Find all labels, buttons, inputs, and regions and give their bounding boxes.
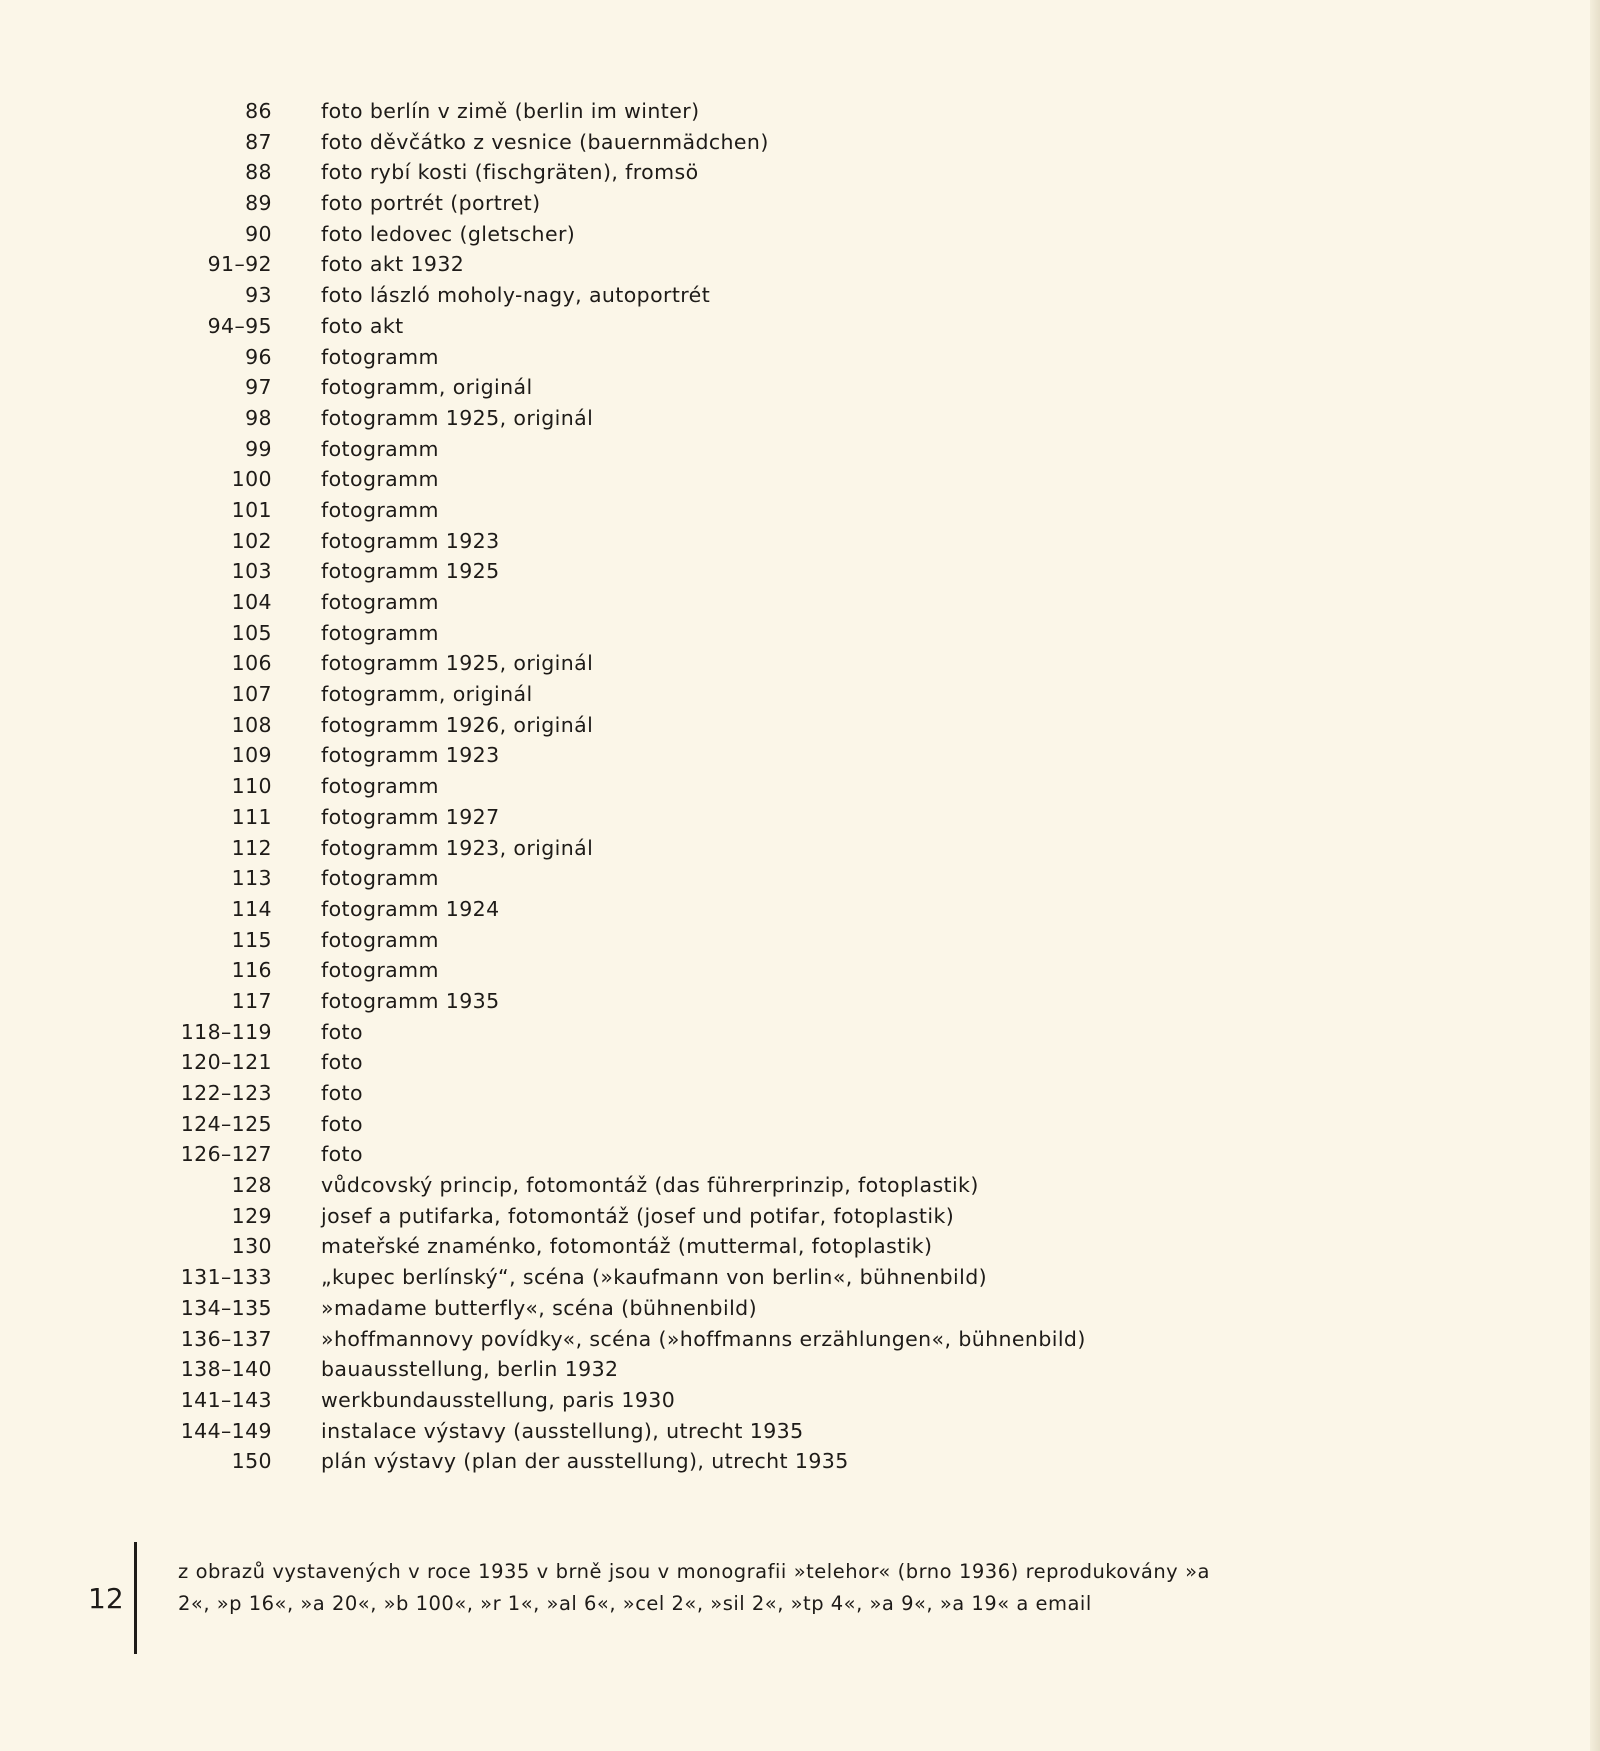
item-number: 88 (245, 160, 272, 185)
item-description: foto ledovec (gletscher) (321, 221, 576, 246)
item-number: 134–135 (180, 1295, 272, 1320)
list-item (120, 679, 1220, 710)
list-item (120, 1293, 1220, 1324)
item-number: 141–143 (180, 1387, 272, 1412)
item-number: 144–149 (180, 1418, 272, 1443)
item-description: foto (321, 1142, 363, 1167)
list-item (120, 1324, 1220, 1355)
page-edge (1590, 0, 1600, 1751)
item-number: 101 (231, 497, 272, 522)
item-number: 111 (231, 804, 272, 829)
item-description: fotogramm 1935 (321, 988, 500, 1013)
footnote: z obrazů vystavených v roce 1935 v brně jsou v monografii »telehor« (brno 1936) reprodukovány »a 2«, »p 16«, »a 20«, »b 100«, »r 1«, »al 6«, »cel 2«, »sil 2«, »tp 4«, »a 9«, »a 19« a email (178, 1560, 1210, 1615)
item-description: fotogramm (321, 620, 439, 645)
item-number: 150 (231, 1449, 272, 1474)
item-number: 108 (231, 712, 272, 737)
list-item (120, 1017, 1220, 1048)
list-item (120, 955, 1220, 986)
list-item (120, 526, 1220, 557)
list-item (120, 1416, 1220, 1447)
item-number: 99 (245, 436, 272, 461)
item-description: „kupec berlínský“, scéna (»kaufmann von berlin«, bühnenbild) (321, 1265, 988, 1290)
item-number: 100 (231, 467, 272, 492)
list-item (120, 96, 1220, 127)
item-description: »madame butterfly«, scéna (bühnenbild) (321, 1295, 757, 1320)
item-number: 136–137 (180, 1326, 272, 1351)
list-item (120, 1047, 1220, 1078)
item-number: 109 (231, 743, 272, 768)
list-item (120, 1170, 1220, 1201)
item-number: 124–125 (180, 1111, 272, 1136)
item-description: josef a putifarka, fotomontáž (josef und potifar, fotoplastik) (321, 1203, 955, 1228)
list-item (120, 1262, 1220, 1293)
item-number: 86 (245, 99, 272, 123)
item-description: foto akt 1932 (321, 252, 465, 277)
list-item (120, 219, 1220, 250)
list-item (120, 771, 1220, 802)
item-description: fotogramm (321, 866, 439, 891)
list-item (120, 802, 1220, 833)
item-number: 112 (231, 835, 272, 860)
item-description: fotogramm 1925, originál (321, 405, 594, 430)
item-number: 103 (231, 559, 272, 584)
item-description: fotogramm (321, 958, 439, 983)
item-number: 118–119 (180, 1019, 272, 1044)
item-description: foto (321, 1019, 363, 1044)
item-number: 102 (231, 528, 272, 553)
item-description: foto (321, 1081, 363, 1105)
item-description: foto rybí kosti (fischgräten), fromsö (321, 160, 699, 185)
item-number: 120–121 (180, 1050, 272, 1075)
list-item (120, 464, 1220, 495)
list-item (120, 925, 1220, 956)
list-item (120, 833, 1220, 864)
list-item (120, 618, 1220, 649)
item-description: plán výstavy (plan der ausstellung), utrecht 1935 (321, 1449, 849, 1474)
list-item (120, 1201, 1220, 1232)
list-item (120, 280, 1220, 311)
item-description: fotogramm 1925 (321, 559, 500, 584)
item-description: fotogramm (321, 927, 439, 952)
item-number: 138–140 (180, 1357, 272, 1382)
list-item (120, 188, 1220, 219)
item-description: foto akt (321, 313, 404, 338)
item-description: fotogramm, originál (321, 375, 533, 400)
item-description: fotogramm 1925, originál (321, 651, 594, 676)
list-item (120, 986, 1220, 1017)
item-number: 105 (231, 620, 272, 645)
item-description: fotogramm (321, 497, 439, 522)
item-number: 91–92 (207, 252, 272, 277)
item-description: foto berlín v zimě (berlin im winter) (321, 99, 700, 123)
list-item (120, 894, 1220, 925)
item-number: 129 (231, 1203, 272, 1228)
item-description: foto (321, 1050, 363, 1075)
item-description: fotogramm 1926, originál (321, 712, 594, 737)
item-number: 116 (231, 958, 272, 983)
item-number: 106 (231, 651, 272, 676)
item-description: fotogramm (321, 774, 439, 799)
item-number: 130 (231, 1234, 272, 1259)
catalog-list (120, 96, 1220, 1477)
list-item (120, 434, 1220, 465)
list-item (120, 863, 1220, 894)
item-description: foto portrét (portret) (321, 191, 541, 216)
item-description: mateřské znaménko, fotomontáž (muttermal, fotoplastik) (321, 1234, 933, 1259)
list-item (120, 1354, 1220, 1385)
list-item (120, 127, 1220, 158)
item-number: 114 (231, 896, 272, 921)
list-item (120, 372, 1220, 403)
item-number: 97 (245, 375, 272, 400)
list-item (120, 1139, 1220, 1170)
page-number: 12 (88, 1582, 124, 1615)
item-number: 96 (245, 344, 272, 369)
list-item (120, 1109, 1220, 1140)
item-description: foto děvčátko z vesnice (bauernmädchen) (321, 129, 769, 154)
list-item (120, 403, 1220, 434)
item-number: 128 (231, 1173, 272, 1198)
item-number: 87 (245, 129, 272, 154)
item-description: foto (321, 1111, 363, 1136)
list-item (120, 249, 1220, 280)
list-item (120, 556, 1220, 587)
item-description: fotogramm 1923, originál (321, 835, 594, 860)
item-description: vůdcovský princip, fotomontáž (das führerprinzip, fotoplastik) (321, 1173, 979, 1198)
item-number: 126–127 (180, 1142, 272, 1167)
item-description: fotogramm 1924 (321, 896, 500, 921)
item-description: instalace výstavy (ausstellung), utrecht 1935 (321, 1418, 804, 1443)
item-description: fotogramm 1923 (321, 528, 500, 553)
list-item (120, 740, 1220, 771)
list-item (120, 1078, 1220, 1109)
item-number: 122–123 (180, 1081, 272, 1105)
item-description: fotogramm (321, 436, 439, 461)
list-item (120, 1231, 1220, 1262)
list-item (120, 157, 1220, 188)
item-number: 107 (231, 682, 272, 707)
item-number: 89 (245, 191, 272, 216)
item-number: 90 (245, 221, 272, 246)
list-item (120, 311, 1220, 342)
item-number: 131–133 (180, 1265, 272, 1290)
item-description: foto lászló moholy-nagy, autoportrét (321, 283, 711, 308)
item-number: 113 (231, 866, 272, 891)
list-item (120, 710, 1220, 741)
item-description: fotogramm 1923 (321, 743, 500, 768)
item-number: 115 (231, 927, 272, 952)
item-description: fotogramm, originál (321, 682, 533, 707)
item-number: 117 (231, 988, 272, 1013)
item-number: 110 (231, 774, 272, 799)
item-number: 104 (231, 590, 272, 614)
item-description: fotogramm (321, 590, 439, 614)
item-description: bauausstellung, berlin 1932 (321, 1357, 619, 1382)
list-item (120, 342, 1220, 373)
list-item (120, 495, 1220, 526)
item-description: »hoffmannovy povídky«, scéna (»hoffmanns erzählungen«, bühnenbild) (321, 1326, 1086, 1351)
list-item (120, 1385, 1220, 1416)
item-number: 94–95 (207, 313, 272, 338)
item-number: 98 (245, 405, 272, 430)
list-item (120, 1446, 1220, 1477)
item-description: fotogramm (321, 467, 439, 492)
item-number: 93 (245, 283, 272, 308)
list-item (120, 648, 1220, 679)
item-description: fotogramm 1927 (321, 804, 500, 829)
item-description: werkbundausstellung, paris 1930 (321, 1387, 676, 1412)
footer-rule (134, 1542, 137, 1654)
list-item (120, 587, 1220, 618)
item-description: fotogramm (321, 344, 439, 369)
